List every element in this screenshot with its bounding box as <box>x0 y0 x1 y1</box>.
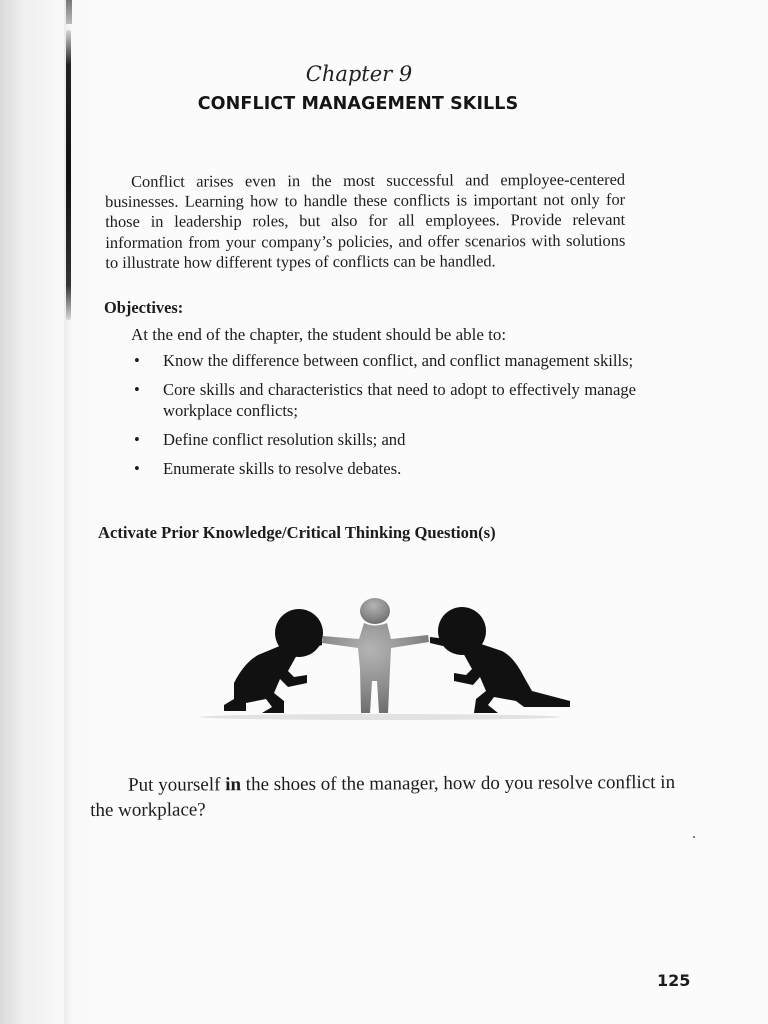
question-emphasis: in <box>225 774 242 796</box>
right-aggressor-figure <box>430 607 570 713</box>
list-item <box>131 429 636 450</box>
objective-text: Enumerate skills to resolve debates. <box>163 459 402 478</box>
objectives-list <box>131 350 636 487</box>
chapter-label: Chapter 9 <box>305 62 413 86</box>
mediator-figure <box>322 598 429 713</box>
bullet-icon: • <box>134 351 140 370</box>
intro-paragraph: Conflict arises even in the most successful and employee-centered businesses. Learning how to handle these conflicts is important not only for those in leadership roles, but also for all employees. Provide relevant information from your company’s policies, and offer scenarios with solutions to illustrate how different types of conflicts can be handled. <box>105 170 626 273</box>
bullet-icon: • <box>134 430 140 449</box>
objective-text: Core skills and characteristics that need to adopt to effectively manage workplace conflicts; <box>163 380 636 420</box>
spine-edge-top <box>66 0 72 24</box>
activate-knowledge-heading: Activate Prior Knowledge/Critical Thinking Question(s) <box>98 523 496 542</box>
objectives-lead: At the end of the chapter, the student should be able to: <box>131 325 507 344</box>
list-item <box>131 379 636 421</box>
question-text-end: the shoes of the manager, how do you resolve conflict in the workplace? <box>90 771 676 821</box>
objective-text: Know the difference between conflict, and conflict management skills; <box>163 351 634 370</box>
list-item <box>131 458 636 479</box>
scan-speck <box>693 836 695 838</box>
question-text-start: Put yourself <box>128 774 226 796</box>
ground-shadow <box>200 714 560 720</box>
objectives-heading: Objectives: <box>104 298 184 317</box>
page-number: 125 <box>657 971 691 990</box>
chapter-title: CONFLICT MANAGEMENT SKILLS <box>197 94 519 114</box>
critical-thinking-question <box>90 770 690 823</box>
objective-text: Define conflict resolution skills; and <box>163 430 406 449</box>
conflict-mediation-figures-icon <box>184 595 576 723</box>
bullet-icon: • <box>134 459 140 478</box>
left-aggressor-figure <box>224 609 323 713</box>
bullet-icon: • <box>134 380 140 399</box>
list-item <box>131 350 636 371</box>
